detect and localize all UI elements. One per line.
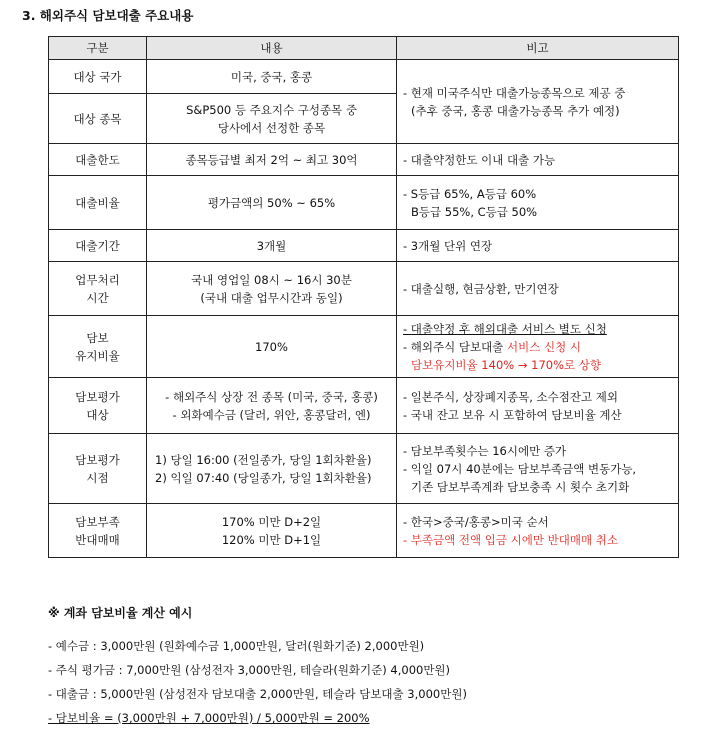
row-content: 미국, 중국, 홍콩 — [147, 60, 397, 94]
list-item: - 예수금 : 3,000만원 (원화예수금 1,000만원, 달러(원화기준) 2,000만원) — [48, 639, 425, 653]
table-header-row — [49, 37, 679, 60]
row-note: - 대출약정 후 해외대출 서비스 별도 신청 - 해외주식 담보대출 서비스 신청 시 담보유지비율 140% → 170%로 상향 — [397, 316, 679, 378]
row-content: 170% 미만 D+2일 120% 미만 D+1일 — [147, 504, 397, 558]
row-category: 담보부족 반대매매 — [49, 504, 147, 558]
section-title: 3. 해외주식 담보대출 주요내용 — [22, 8, 194, 23]
row-category: 대출기간 — [49, 230, 147, 262]
header-content: 내용 — [147, 37, 397, 60]
row-note: - 담보부족횟수는 16시에만 증가 - 익일 07시 40분에는 담보부족금액 변동가능, 기존 담보부족계좌 담보충족 시 횟수 초기화 — [397, 434, 679, 504]
row-content: 170% — [147, 316, 397, 378]
row-note: - 3개월 단위 연장 — [397, 230, 679, 262]
table-row-ratio — [49, 176, 679, 230]
row-content: 평가금액의 50% ~ 65% — [147, 176, 397, 230]
row-note: - 대출실행, 현금상환, 만기연장 — [397, 262, 679, 316]
table-row-maintenance — [49, 316, 679, 378]
header-note: 비고 — [397, 37, 679, 60]
row-note: - 현재 미국주식만 대출가능종목으로 제공 중 (추후 중국, 홍콩 대출가능종목 추가 예정) — [397, 60, 679, 144]
table-row-country — [49, 60, 679, 94]
table-row-limit — [49, 144, 679, 176]
header-category: 구분 — [49, 37, 147, 60]
table-row-evaluation-target — [49, 378, 679, 434]
table-row-evaluation-time — [49, 434, 679, 504]
list-item: - 담보비율 = (3,000만원 + 7,000만원) / 5,000만원 = 200% — [48, 711, 370, 725]
row-content: S&P500 등 주요지수 구성종목 중 당사에서 선정한 종목 — [147, 94, 397, 144]
row-category: 대상 국가 — [49, 60, 147, 94]
row-category: 업무처리 시간 — [49, 262, 147, 316]
row-note: - S등급 65%, A등급 60% B등급 55%, C등급 50% — [397, 176, 679, 230]
loan-info-table — [48, 36, 679, 558]
row-note: - 대출약정한도 이내 대출 가능 — [397, 144, 679, 176]
row-category: 대출한도 — [49, 144, 147, 176]
row-content: 종목등급별 최저 2억 ~ 최고 30억 — [147, 144, 397, 176]
table-row-period — [49, 230, 679, 262]
row-content: 국내 영업일 08시 ~ 16시 30분 (국내 대출 업무시간과 동일) — [147, 262, 397, 316]
row-content: 3개월 — [147, 230, 397, 262]
row-category: 대상 종목 — [49, 94, 147, 144]
example-list — [48, 636, 467, 732]
row-note: - 한국>중국/홍콩>미국 순서 - 부족금액 전액 입금 시에만 반대매매 취소 — [397, 504, 679, 558]
table-row-hours — [49, 262, 679, 316]
row-note: - 일본주식, 상장폐지종목, 소수점잔고 제외 - 국내 잔고 보유 시 포함하여 담보비율 계산 — [397, 378, 679, 434]
row-content: 1) 당일 16:00 (전일종가, 당일 1회차환율) 2) 익일 07:40 (당일종가, 당일 1회차환율) — [147, 434, 397, 504]
row-category: 대출비율 — [49, 176, 147, 230]
row-category: 담보평가 대상 — [49, 378, 147, 434]
row-category: 담보평가 시점 — [49, 434, 147, 504]
row-category: 담보 유지비율 — [49, 316, 147, 378]
list-item: - 대출금 : 5,000만원 (삼성전자 담보대출 2,000만원, 테슬라 담보대출 3,000만원) — [48, 687, 467, 701]
highlight-text: - 부족금액 전액 입금 시에만 반대매매 취소 — [403, 532, 618, 547]
example-title: ※ 계좌 담보비율 계산 예시 — [48, 606, 193, 620]
row-content: - 해외주식 상장 전 종목 (미국, 중국, 홍콩) - 외화예수금 (달러, 위안, 홍콩달러, 엔) — [147, 378, 397, 434]
list-item: - 주식 평가금 : 7,000만원 (삼성전자 3,000만원, 테슬라(원화기준) 4,000만원) — [48, 663, 451, 677]
highlight-text: 서비스 신청 시 — [507, 339, 581, 354]
table-row-forced-sale — [49, 504, 679, 558]
highlight-text: 담보유지비율 140% → 170%로 상향 — [411, 357, 601, 372]
